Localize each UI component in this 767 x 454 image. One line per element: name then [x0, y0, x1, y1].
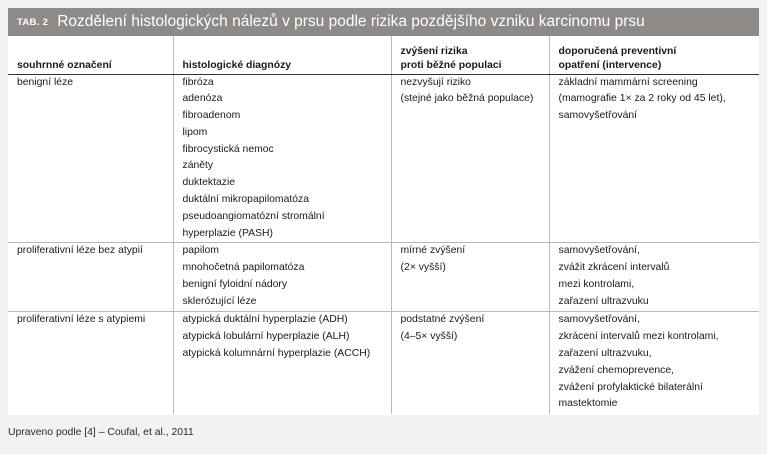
- diagnoses-line: atypická kolumnární hyperplazie (ACCH): [182, 348, 371, 360]
- group-line: proliferativní léze bez atypií: [17, 245, 143, 257]
- diagnoses-line: duktální mikropapilomatóza: [182, 194, 309, 206]
- diagnoses-line: lipom: [182, 126, 208, 138]
- cell-diagnoses: [173, 243, 391, 312]
- cell-risk: [391, 243, 549, 312]
- diagnoses-line: adenóza: [182, 93, 223, 105]
- cell-group: [8, 243, 173, 312]
- diagnoses-line: fibróza: [182, 76, 214, 88]
- risk-line: mírné zvýšení: [400, 245, 466, 257]
- prevention-line: mastektomie: [558, 398, 618, 410]
- cell-diagnoses: [173, 312, 391, 415]
- header-diagnoses-line: histologické diagnózy: [182, 60, 292, 71]
- cell-group: [8, 312, 173, 415]
- prevention-line: zvážení profylaktické bilaterální: [558, 381, 703, 393]
- table-container: [8, 36, 759, 415]
- diagnoses-line: benigní fyloidní nádory: [182, 279, 288, 291]
- prevention-line: samovyšetřování: [558, 110, 638, 122]
- prevention-line: samovyšetřování,: [558, 314, 640, 326]
- group-line: benigní léze: [17, 76, 74, 88]
- diagnoses-line: papilom: [182, 245, 219, 257]
- risk-line: (stejné jako běžná populace): [400, 93, 534, 105]
- header-group-line: souhrnné označení: [17, 60, 112, 71]
- risk-line: (4–5× vyšší): [400, 331, 458, 343]
- prevention-line: zařazení ultrazvuku,: [558, 348, 652, 360]
- diagnoses-line: záněty: [182, 160, 214, 172]
- header-prevention-line: doporučená preventivní: [558, 45, 677, 57]
- diagnoses-line: atypická lobulární hyperplazie (ALH): [182, 331, 350, 343]
- prevention-line: (mamografie 1× za 2 roky od 45 let),: [558, 93, 726, 105]
- table-row: [8, 312, 759, 415]
- diagnoses-line: hyperplazie (PASH): [182, 227, 273, 239]
- diagnoses-line: sklerózující léze: [182, 295, 257, 307]
- diagnoses-line: atypická duktální hyperplazie (ADH): [182, 314, 348, 326]
- cell-risk: [391, 74, 549, 243]
- prevention-line: mezi kontrolami,: [558, 279, 635, 291]
- diagnoses-line: mnohočetná papilomatóza: [182, 262, 305, 274]
- diagnoses-line: fibrocystická nemoc: [182, 143, 274, 155]
- cell-group: [8, 74, 173, 243]
- group-line: proliferativní léze s atypiemi: [17, 314, 146, 326]
- risk-line: podstatné zvýšení: [400, 314, 485, 326]
- table-row: [8, 74, 759, 243]
- header-risk-line: zvýšení rizika: [400, 45, 468, 57]
- prevention-line: zvážit zkrácení intervalů: [558, 262, 670, 274]
- table-title: Rozdělení histologických nálezů v prsu podle rizika pozdějšího vzniku karcinomu prsu: [57, 13, 645, 30]
- source-footnote: Upraveno podle [4] – Coufal, et al., 2011: [8, 427, 194, 438]
- prevention-line: samovyšetřování,: [558, 245, 640, 257]
- prevention-line: zařazení ultrazvuku: [558, 295, 649, 307]
- header-prevention-line: opatření (intervence): [558, 60, 662, 71]
- table-title-bar: [8, 8, 759, 36]
- cell-prevention: [549, 243, 759, 312]
- header-diagnoses: [173, 36, 391, 74]
- header-group: [8, 36, 173, 74]
- cell-diagnoses: [173, 74, 391, 243]
- prevention-line: základní mammární screening: [558, 76, 698, 88]
- header-prevention: [549, 36, 759, 74]
- table-row: [8, 243, 759, 312]
- cell-prevention: [549, 312, 759, 415]
- prevention-line: zkrácení intervalů mezi kontrolami,: [558, 331, 719, 343]
- diagnoses-line: fibroadenom: [182, 110, 241, 122]
- prevention-line: zvážení chemoprevence,: [558, 364, 675, 376]
- header-row: [8, 36, 759, 74]
- cell-prevention: [549, 74, 759, 243]
- risk-line: nezvyšují riziko: [400, 76, 471, 88]
- header-risk-line: proti běžné populaci: [400, 60, 502, 71]
- header-risk: [391, 36, 549, 74]
- risk-line: (2× vyšší): [400, 262, 446, 274]
- diagnoses-line: pseudoangiomatózní stromální: [182, 210, 325, 222]
- table-number-label: TAB. 2: [17, 16, 49, 28]
- risk-table: [8, 36, 759, 414]
- cell-risk: [391, 312, 549, 415]
- diagnoses-line: duktektazie: [182, 177, 236, 189]
